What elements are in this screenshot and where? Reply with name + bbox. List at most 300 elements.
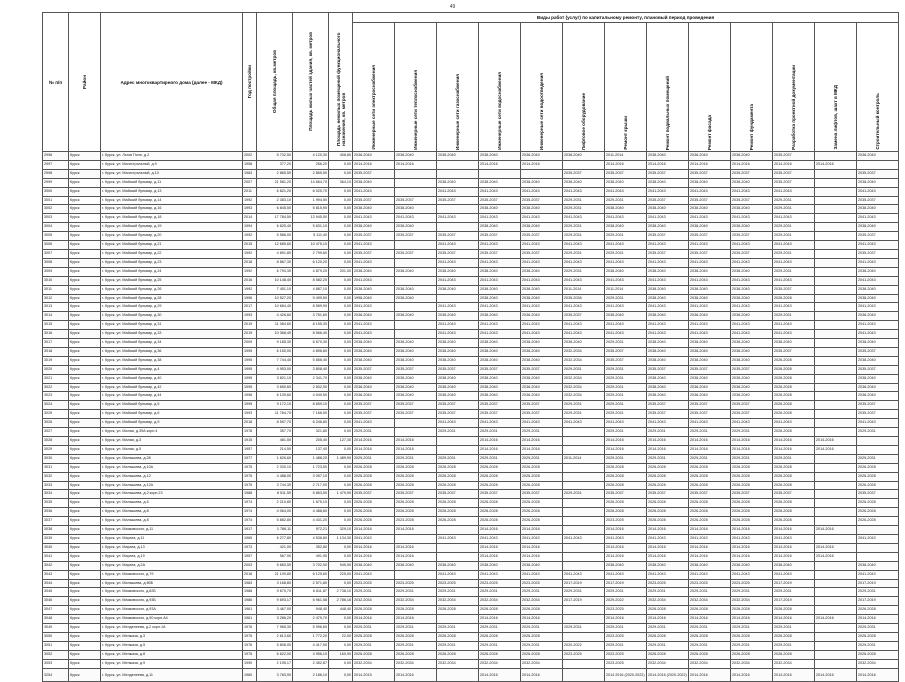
table-cell: 2038-2040 [689, 152, 731, 161]
table-cell: Курск [69, 214, 101, 223]
table-cell: 1988 [243, 490, 257, 499]
table-cell: 2023-2025 [563, 650, 605, 659]
table-cell: 2029-2031 [689, 428, 731, 437]
table-cell: 0,00 [329, 445, 353, 454]
table-cell: 4 120,30 [293, 152, 329, 161]
table-cell: 2023-2025 [605, 650, 647, 659]
table-cell: 2026-2028 [773, 650, 815, 659]
table-cell: 2014-2016 [353, 437, 395, 446]
table-cell: 2997 [43, 160, 69, 169]
table-cell [395, 178, 437, 187]
table-cell: 6 277,80 [257, 534, 293, 543]
table-cell: 2018 [243, 258, 257, 267]
table-cell: 2029-2031 [605, 410, 647, 419]
table-cell [395, 321, 437, 330]
table-cell: 2026-2028 [773, 410, 815, 419]
table-cell: 2029-2031 [731, 428, 773, 437]
table-cell: 2014-2016 [647, 526, 689, 535]
table-cell: 972,21 [293, 526, 329, 535]
table-cell: Курск [69, 534, 101, 543]
col-header-work-13: Строительный контроль [857, 23, 899, 152]
table-cell: 2041-2043 [647, 258, 689, 267]
table-cell: 2026-2028 [857, 463, 899, 472]
table-cell: Курск [69, 570, 101, 579]
table-cell: 2026-2028 [647, 481, 689, 490]
table-cell: г. Курск, ул. Майский бульвар, д.31 [101, 321, 243, 330]
col-header-district: Район [69, 13, 101, 152]
table-cell: 3021 [43, 374, 69, 383]
table-cell: г. Курск, ул. Майский бульвар, д.6 [101, 410, 243, 419]
table-cell: 2035-2037 [479, 410, 521, 419]
table-cell: г. Курск, ул. Малышева, д.6 [101, 499, 243, 508]
table-cell: 3000 [43, 187, 69, 196]
table-cell: 2041-2043 [521, 214, 563, 223]
table-row [43, 650, 899, 659]
table-cell: 2032-2034 [731, 597, 773, 606]
table-cell: 2014-2016 [647, 437, 689, 446]
table-cell: 2014-2016 [731, 526, 773, 535]
table-cell: 2032-2034 [437, 659, 479, 668]
table-cell: 2029-2031 [857, 588, 899, 597]
table-cell: 6 625,40 [257, 223, 293, 232]
table-cell [815, 419, 857, 428]
table-cell: 2032-2034 [563, 392, 605, 401]
table-cell: 2038-2040 [479, 267, 521, 276]
table-cell: 377,20 [257, 160, 293, 169]
col-header-work-4: Инженерные сети водоснабжения [479, 23, 521, 152]
table-cell: 2023-2025 [479, 579, 521, 588]
table-cell: 2014 [243, 214, 257, 223]
table-cell: 3011 [43, 285, 69, 294]
table-cell: 2041-2043 [857, 276, 899, 285]
table-cell: 2032-2034 [479, 659, 521, 668]
table-cell: 2041-2043 [605, 276, 647, 285]
table-cell: г. Курск, ул. Майский бульвар, д.22 [101, 249, 243, 258]
table-cell: 2035-2037 [521, 232, 563, 241]
table-cell: 3 057,10 [293, 472, 329, 481]
table-cell: 5 732,50 [257, 152, 293, 161]
table-cell [437, 437, 479, 446]
table-cell: 2026-2028 [689, 650, 731, 659]
table-cell: 2026-2028 [605, 481, 647, 490]
table-cell [815, 659, 857, 668]
table-cell: 6 811,87 [293, 588, 329, 597]
table-cell: 2041-2043 [857, 534, 899, 543]
table-cell: 1996 [243, 294, 257, 303]
table-cell: 2026-2028 [647, 632, 689, 641]
table-cell [437, 615, 479, 624]
table-cell: 3001 [43, 196, 69, 205]
table-cell: 2035-2037 [689, 169, 731, 178]
table-cell: 2 452,87 [293, 659, 329, 668]
table-cell: 2029-2031 [773, 205, 815, 214]
table-cell: 2017-2019 [773, 597, 815, 606]
table-cell: г. Курск, ул. Марата, д.2А [101, 561, 243, 570]
table-cell: 2035-2037 [521, 365, 563, 374]
table-cell: 2041-2043 [563, 330, 605, 339]
table-cell [563, 445, 605, 454]
table-cell: 2041-2043 [353, 330, 395, 339]
table-cell: 2020-2022 [563, 641, 605, 650]
table-cell: 2014-2016 [689, 552, 731, 561]
table-cell: 2026-2028 [857, 650, 899, 659]
table-cell: 2014-2016 [815, 160, 857, 169]
table-cell: 2029-2031 [857, 624, 899, 633]
table-row [43, 588, 899, 597]
table-cell: 1975 [243, 472, 257, 481]
table-cell: 9 670,70 [257, 588, 293, 597]
table-cell: Курск [69, 232, 101, 241]
table-cell: 3031 [43, 463, 69, 472]
table-cell: 357,70 [257, 428, 293, 437]
table-cell: 2029-2031 [647, 641, 689, 650]
table-cell: 2029-2031 [773, 249, 815, 258]
table-cell: 2 341,70 [293, 374, 329, 383]
table-cell: 1983 [243, 169, 257, 178]
table-cell: 0,00 [329, 552, 353, 561]
table-row [43, 597, 899, 606]
table-cell: 8 511,50 [257, 490, 293, 499]
table-cell: г. Курск, ул. Маяковского, д.93Б [101, 597, 243, 606]
table-cell: 2041-2043 [773, 330, 815, 339]
table-cell [857, 160, 899, 169]
table-cell: 2041-2043 [353, 321, 395, 330]
table-cell: 1960 [243, 668, 257, 681]
table-cell: 2014-2016 [353, 552, 395, 561]
table-cell: 2035-2037 [689, 490, 731, 499]
table-cell: 2014-2016 [479, 445, 521, 454]
table-cell: 0,00 [329, 508, 353, 517]
table-cell: 2035-2037 [647, 232, 689, 241]
table-cell: 2041-2043 [857, 419, 899, 428]
table-cell: 2041-2043 [563, 214, 605, 223]
table-cell: 2035-2037 [689, 365, 731, 374]
table-row [43, 321, 899, 330]
table-cell: 2038-2040 [647, 561, 689, 570]
table-cell: 2026-2028 [437, 481, 479, 490]
table-cell: 2041-2043 [563, 419, 605, 428]
table-cell [815, 223, 857, 232]
table-cell [815, 205, 857, 214]
table-cell: 2041-2043 [857, 214, 899, 223]
table-cell: 2041-2043 [479, 241, 521, 250]
table-cell: 2026-2028 [521, 632, 563, 641]
table-cell: 2026-2028 [647, 508, 689, 517]
table-cell: 2 383,10 [257, 196, 293, 205]
table-cell: 9 172,10 [257, 401, 293, 410]
table-cell: 2029-2031 [773, 232, 815, 241]
table-cell: 8 155,30 [293, 321, 329, 330]
table-cell: 1975 [243, 632, 257, 641]
table-cell: 0,00 [329, 472, 353, 481]
table-cell: 2 186,10 [293, 668, 329, 681]
table-cell: 7 965,30 [257, 624, 293, 633]
table-cell: 1992 [243, 267, 257, 276]
table-cell: 0,00 [329, 169, 353, 178]
table-cell: Курск [69, 632, 101, 641]
table-cell: 21 109,80 [257, 570, 293, 579]
table-cell: 2041-2043 [689, 187, 731, 196]
table-cell: Курск [69, 392, 101, 401]
table-row [43, 160, 899, 169]
table-cell: 0,00 [329, 321, 353, 330]
table-row [43, 624, 899, 633]
table-cell: 2038-2040 [731, 178, 773, 187]
table-cell: 2018 [243, 419, 257, 428]
table-cell: 2038-2040 [689, 347, 731, 356]
table-cell: 2029-2031 [437, 624, 479, 633]
table-cell: 1 675,10 [293, 499, 329, 508]
table-cell: 2038-2040 [647, 383, 689, 392]
table-cell: 2026-2028 [773, 428, 815, 437]
table-cell: 10 148,40 [257, 276, 293, 285]
table-cell: 2038-2040 [395, 312, 437, 321]
table-row [43, 392, 899, 401]
table-cell: 2041-2043 [563, 303, 605, 312]
table-cell [815, 454, 857, 463]
table-cell: 2017-2019 [857, 597, 899, 606]
table-cell: 2029-2031 [563, 410, 605, 419]
table-cell: 3006 [43, 241, 69, 250]
table-cell: 2041-2043 [773, 321, 815, 330]
table-cell: 2038-2040 [479, 339, 521, 348]
table-cell: 2041-2043 [731, 303, 773, 312]
table-cell: 2035-2037 [353, 196, 395, 205]
table-cell: 2014-2016 [647, 615, 689, 624]
table-cell [437, 169, 479, 178]
table-cell: 2014-2016 [773, 445, 815, 454]
table-cell: 2026-2028 [395, 606, 437, 615]
table-cell: 2035-2037 [731, 232, 773, 241]
table-cell: 6 125,60 [293, 570, 329, 579]
table-cell: 2038-2040 [521, 383, 563, 392]
table-row [43, 152, 899, 161]
table-cell: 266,20 [293, 160, 329, 169]
table-cell: 3048 [43, 615, 69, 624]
table-cell: 11 084,60 [257, 321, 293, 330]
table-cell: 2029-2031 [563, 401, 605, 410]
table-cell [815, 624, 857, 633]
table-cell: 2041-2043 [857, 241, 899, 250]
table-cell: 2026-2028 [647, 606, 689, 615]
table-cell [815, 570, 857, 579]
table-cell: 3053 [43, 659, 69, 668]
table-cell: Курск [69, 668, 101, 681]
table-cell: 1995 [243, 356, 257, 365]
table-cell: 2029-2031 [353, 454, 395, 463]
table-cell: 2017-2019 [563, 597, 605, 606]
table-row [43, 490, 899, 499]
table-cell [437, 294, 479, 303]
table-cell: 2014-2016 [521, 668, 563, 681]
table-cell: 2038-2040 [731, 392, 773, 401]
table-cell: 2014-2016 [815, 445, 857, 454]
table-cell: 2035-2037 [731, 401, 773, 410]
table-cell: 2011 [243, 187, 257, 196]
table-cell: 2041-2043 [563, 276, 605, 285]
table-cell: 1975 [243, 481, 257, 490]
table-cell: 2026-2028 [647, 650, 689, 659]
table-cell: 2029-2031 [647, 624, 689, 633]
col-header-address: Адрес многоквартирного дома (далее - МКД) [101, 13, 243, 152]
table-cell: 2029-2031 [605, 392, 647, 401]
table-cell: 3008 [43, 258, 69, 267]
table-cell: 2029-2031 [773, 223, 815, 232]
table-cell: 2026-2028 [353, 472, 395, 481]
table-cell: г. Курск, ул. Майский бульвар, д.36 [101, 347, 243, 356]
table-cell: 2035-2037 [353, 410, 395, 419]
table-row [43, 347, 899, 356]
table-cell [815, 258, 857, 267]
table-cell: 2038-2040 [731, 383, 773, 392]
table-row [43, 249, 899, 258]
table-cell: 2038-2040 [395, 356, 437, 365]
table-cell: 2038-2040 [773, 339, 815, 348]
table-cell: 2026-2028 [647, 517, 689, 526]
table-cell: 2041-2043 [605, 241, 647, 250]
table-cell: 0,00 [329, 303, 353, 312]
table-cell: 10 368,40 [257, 330, 293, 339]
table-cell: 2038-2040 [605, 178, 647, 187]
table-cell: 3016 [43, 330, 69, 339]
table-cell: 2041-2043 [353, 534, 395, 543]
table-cell: 2014-2016 [479, 160, 521, 169]
table-cell: 2038-2040 [521, 285, 563, 294]
table-cell: 2038-2040 [479, 294, 521, 303]
table-cell: 2029-2031 [521, 428, 563, 437]
table-cell: 567,90 [257, 552, 293, 561]
table-cell: 2035-2037 [857, 347, 899, 356]
table-cell [815, 232, 857, 241]
table-cell: г. Курск, ул. Майский бульвар, д.25 [101, 276, 243, 285]
table-row [43, 303, 899, 312]
table-cell: 1 772,20 [293, 632, 329, 641]
table-cell: 2014-2016 [773, 615, 815, 624]
table-cell: 2041-2043 [689, 258, 731, 267]
table-cell: 2038-2040 [395, 392, 437, 401]
table-cell: 2023-2025 [605, 606, 647, 615]
table-cell: 5 586,00 [257, 232, 293, 241]
table-row [43, 570, 899, 579]
table-cell: г. Курск, ул. Майский бульвар, д.23 [101, 258, 243, 267]
table-cell: 2035-2037 [689, 401, 731, 410]
table-cell: 7 451,10 [257, 285, 293, 294]
col-header-living-area: Площадь жилых частей здания, кв. метров [293, 13, 329, 152]
table-cell: Курск [69, 401, 101, 410]
table-cell [815, 463, 857, 472]
table-cell: 2014-2016 [605, 552, 647, 561]
table-row [43, 579, 899, 588]
table-cell: 2032-2034 [521, 659, 563, 668]
table-cell: 2023-2025 [605, 517, 647, 526]
table-cell: 8 659,10 [293, 401, 329, 410]
table-cell: 2035-2037 [605, 490, 647, 499]
table-cell: 2029-2031 [563, 196, 605, 205]
table-cell: 2026-2028 [689, 463, 731, 472]
table-cell: 1917 [243, 526, 257, 535]
table-cell: 2038-2040 [647, 205, 689, 214]
table-cell [395, 258, 437, 267]
table-cell: 3041 [43, 552, 69, 561]
col-header-work-9: Ремонт фасада [689, 23, 731, 152]
table-cell: 3039 [43, 534, 69, 543]
table-cell: 4 488,00 [257, 472, 293, 481]
table-cell: 2041-2043 [773, 187, 815, 196]
table-cell [563, 499, 605, 508]
table-cell: 2038-2040 [605, 312, 647, 321]
table-cell: 2041-2043 [521, 330, 563, 339]
col-header-number: № п/п [43, 13, 69, 152]
table-row [43, 561, 899, 570]
table-cell: 2029-2031 [521, 641, 563, 650]
table-cell [815, 196, 857, 205]
table-cell: 2014-2016 [815, 615, 857, 624]
table-cell: 948,40 [293, 606, 329, 615]
table-cell: 2035-2037 [857, 232, 899, 241]
table-cell: 2029-2022 [605, 597, 647, 606]
table-cell: 8 867,30 [257, 258, 293, 267]
table-cell: 1965 [243, 534, 257, 543]
table-cell: 2041-2043 [605, 214, 647, 223]
table-cell: 2026-2028 [353, 606, 395, 615]
table-cell: г. Курск, ул. Майский бульвар, д.5 [101, 401, 243, 410]
table-cell [395, 169, 437, 178]
table-cell: 2041-2043 [563, 241, 605, 250]
table-cell: г. Курск, ул. Льгов Поле, д.2 [101, 152, 243, 161]
table-cell [815, 303, 857, 312]
table-cell [815, 588, 857, 597]
table-cell: 2026-2028 [521, 508, 563, 517]
table-cell: 2041-2043 [605, 321, 647, 330]
table-cell: 2038-2040 [857, 223, 899, 232]
table-cell: 2038-2040 [689, 392, 731, 401]
table-cell: 2026-2028 [437, 632, 479, 641]
table-cell: 2014-2016 [353, 160, 395, 169]
table-cell: 2035-2037 [521, 401, 563, 410]
table-row [43, 668, 899, 681]
table-cell [815, 632, 857, 641]
table-cell: 2038-2040 [647, 152, 689, 161]
table-cell: 2041-2043 [521, 187, 563, 196]
table-cell: 2035-2037 [395, 410, 437, 419]
table-cell: 2041-2043 [689, 419, 731, 428]
table-cell: 2014-2016 [731, 552, 773, 561]
table-cell: 2035-2037 [395, 196, 437, 205]
table-cell: 0,00 [329, 160, 353, 169]
table-cell: 2038-2040 [731, 374, 773, 383]
table-cell: 2038-2040 [479, 285, 521, 294]
table-cell: 2038-2040 [647, 339, 689, 348]
table-cell: 2035-2037 [479, 196, 521, 205]
col-header-work-5: Инженерные сети водоотведения [521, 23, 563, 152]
table-cell [815, 276, 857, 285]
table-cell: 2026-2028 [731, 632, 773, 641]
table-cell: 0,00 [329, 205, 353, 214]
table-cell: 3 467,00 [257, 606, 293, 615]
table-cell: Курск [69, 472, 101, 481]
table-cell: 0,00 [329, 463, 353, 472]
table-cell: 2029-2031 [605, 365, 647, 374]
table-cell [563, 437, 605, 446]
table-cell: 0,00 [329, 285, 353, 294]
works-group-title: Виды работ (услуг) по капитальному ремонту, плановый период проведения [353, 13, 899, 23]
table-cell: 3004 [43, 223, 69, 232]
col-header-work-7: Ремонт крыши [605, 23, 647, 152]
table-cell: 2014 2016 (2020-2022) [605, 668, 647, 681]
table-cell: 1993 [243, 205, 257, 214]
table-cell: 3043 [43, 570, 69, 579]
table-cell: г. Курск, ул. Марата, д.13 [101, 543, 243, 552]
